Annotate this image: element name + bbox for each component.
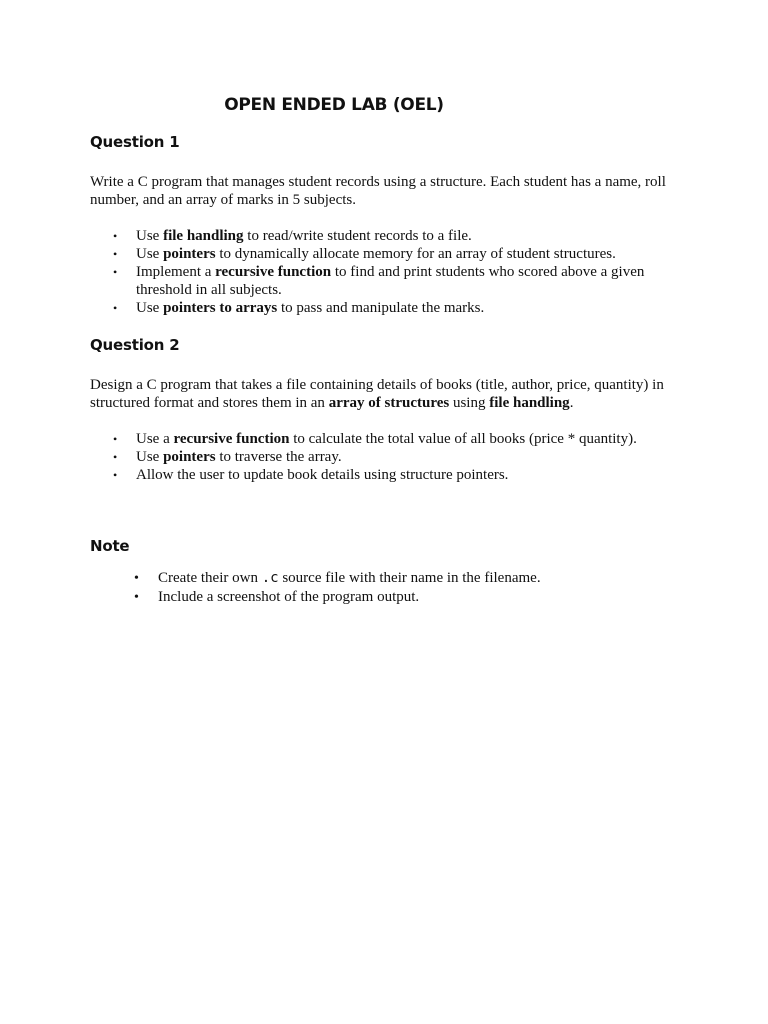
question-1-intro: Write a C program that manages student records using a structure. Each student has a name, roll number, and an array of marks in 5 subjects.: [90, 174, 666, 208]
list-item: [90, 466, 670, 484]
question-2-requirements: [90, 430, 670, 484]
item-text: to dynamically allocate memory for an array of student structures.: [215, 246, 616, 262]
question-2-heading: Question 2: [90, 336, 180, 354]
item-emphasis: recursive function: [215, 264, 332, 280]
item-text: Create their own: [158, 570, 262, 586]
list-item: [90, 299, 670, 317]
item-emphasis: pointers to arrays: [163, 300, 278, 316]
item-emphasis: pointers: [163, 449, 216, 465]
item-text: Use a: [136, 431, 174, 447]
note-list: [90, 569, 670, 607]
item-text: to traverse the array.: [215, 449, 342, 465]
item-text: to calculate the total value of all books (price * quantity).: [289, 431, 637, 447]
bullet-icon: •: [113, 265, 118, 279]
question-1-requirements: [90, 227, 670, 317]
item-text: Allow the user to update book details using structure pointers.: [136, 467, 509, 483]
item-text: Include a screenshot of the program output.: [158, 589, 420, 605]
bullet-icon: •: [113, 468, 118, 482]
item-text: Use: [136, 300, 164, 316]
item-emphasis: recursive function: [173, 431, 290, 447]
intro-text: .: [569, 395, 574, 411]
bullet-icon: •: [113, 247, 118, 261]
list-item: [90, 448, 670, 466]
file-extension-code: .c: [261, 570, 279, 586]
item-emphasis: file handling: [163, 228, 244, 244]
question-1-heading: Question 1: [90, 133, 180, 151]
page-title: OPEN ENDED LAB (OEL): [224, 95, 444, 115]
item-text: source file with their name in the filename.: [278, 570, 541, 586]
item-text: Use: [136, 449, 164, 465]
list-item: [90, 569, 670, 588]
bullet-icon: •: [113, 301, 118, 315]
item-text: to pass and manipulate the marks.: [277, 300, 485, 316]
note-heading: Note: [90, 537, 130, 555]
bullet-icon: •: [113, 432, 118, 446]
intro-emphasis: file handling: [489, 395, 570, 411]
list-item: [90, 588, 670, 607]
item-text: Use: [136, 228, 164, 244]
item-text: to find and print students who scored above a given threshold in all subjects.: [136, 264, 645, 298]
intro-emphasis: array of structures: [328, 395, 450, 411]
list-item: [90, 430, 670, 448]
item-text: Implement a: [136, 264, 216, 280]
item-emphasis: pointers: [163, 246, 216, 262]
intro-text: using: [449, 395, 490, 411]
bullet-icon: •: [113, 450, 118, 464]
question-2-intro: [90, 376, 680, 412]
bullet-icon: •: [113, 229, 118, 243]
list-item: [90, 227, 670, 245]
bullet-icon: •: [134, 571, 139, 586]
list-item: [90, 245, 670, 263]
list-item: [90, 263, 670, 299]
bullet-icon: •: [134, 590, 139, 605]
item-text: to read/write student records to a file.: [243, 228, 472, 244]
item-text: Use: [136, 246, 164, 262]
intro-text: Design a C program that takes a file containing details of books (title, author, price, quantity) in structured format and stores them in an: [90, 377, 664, 411]
